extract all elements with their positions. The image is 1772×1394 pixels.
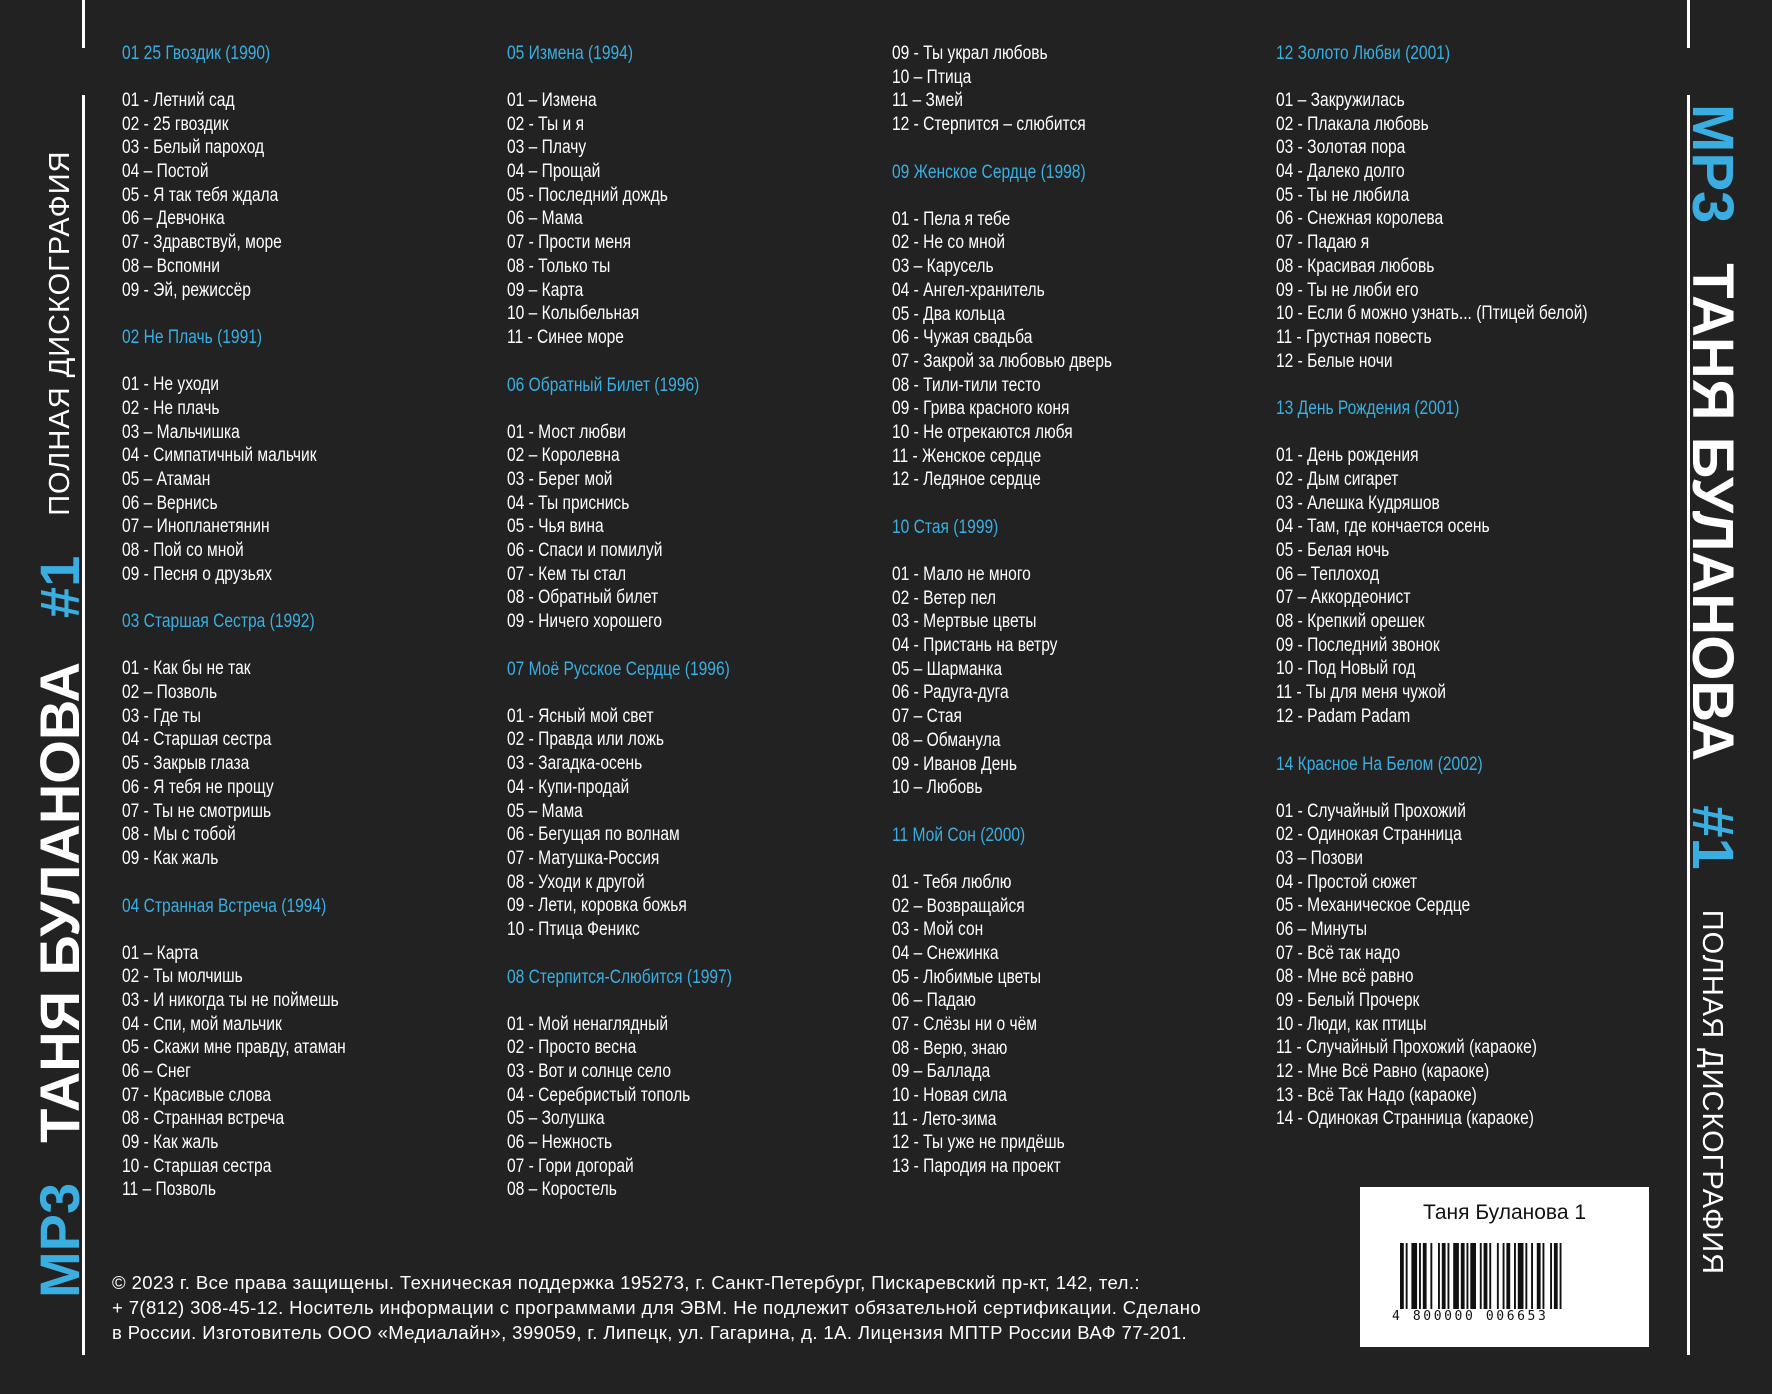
track-item: 09 - Иванов День <box>892 753 1017 775</box>
track-item: 04 - Старшая сестра <box>122 729 272 751</box>
track-item: 05 - Белая ночь <box>1276 540 1390 561</box>
album-title: 11 Мой Сон (2000) <box>892 824 1026 846</box>
track-item: 10 - Если б можно узнать... (Птицей белой) <box>1276 303 1588 325</box>
track-item: 02 - Одинокая Странница <box>1276 824 1462 846</box>
track-item: 07 - Здравствуй, море <box>122 232 282 254</box>
album-title: 07 Моё Русское Сердце (1996) <box>507 658 730 680</box>
track-item: 12 - Мне Всё Равно (караоке) <box>1276 1061 1490 1083</box>
track-item: 12 - Ледяное сердце <box>892 469 1041 491</box>
footer-line: © 2023 г. Все права защищены. Техническая поддержка 195273, г. Санкт-Петербург, Пискаревский пр-кт, 142, тел.: <box>112 1272 1140 1293</box>
album-block <box>892 42 1264 137</box>
track-item: 12 - Стерпится – слюбится <box>892 114 1086 136</box>
album-title: 09 Женское Сердце (1998) <box>892 161 1086 183</box>
track-item: 07 - Кем ты стал <box>507 563 627 585</box>
barcode-bars-icon <box>1400 1243 1608 1309</box>
track-item: 02 – Королевна <box>507 445 620 467</box>
spine-artist-name: ТАНЯ БУЛАНОВА <box>28 662 91 1143</box>
track-item: 03 - Мой сон <box>892 919 984 941</box>
track-item: 07 - Закрой за любовью дверь <box>892 350 1112 372</box>
track-item: 08 - Уходи к другой <box>507 871 645 893</box>
track-item: 09 - Песня о друзьях <box>122 563 273 585</box>
track-item: 06 - Чужая свадьба <box>892 327 1033 349</box>
spine-subtitle: ПОЛНАЯ ДИСКОГРАФИЯ <box>43 150 76 516</box>
track-item: 07 – Инопланетянин <box>122 516 270 538</box>
album-title: 06 Обратный Билет (1996) <box>507 374 700 396</box>
track-item: 05 - Скажи мне правду, атаман <box>122 1037 346 1059</box>
track-item: 02 - Ты молчишь <box>122 966 243 988</box>
track-item: 03 – Мальчишка <box>122 421 240 443</box>
tracklist-column-4 <box>1276 42 1648 1155</box>
track-item: 01 - Мост любви <box>507 421 626 443</box>
track-item: 07 - Всё так надо <box>1276 942 1401 964</box>
track-item: 03 - Белый пароход <box>122 137 265 159</box>
track-item: 14 - Одинокая Странница (караоке) <box>1276 1108 1535 1130</box>
spine-mp3-label: MP3 <box>28 1182 91 1298</box>
track-item: 03 - Золотая пора <box>1276 137 1406 159</box>
track-item: 07 – Аккордеонист <box>1276 587 1411 609</box>
track-item: 01 – Измена <box>507 90 597 111</box>
track-item: 08 - Тили-тили тесто <box>892 374 1041 396</box>
track-item: 02 – Возвращайся <box>892 895 1025 917</box>
track-item: 06 – Минуты <box>1276 918 1368 940</box>
track-item: 04 - Далеко долго <box>1276 161 1405 183</box>
track-item: 09 - Лети, коровка божья <box>507 895 687 917</box>
track-item: 09 - Как жаль <box>122 847 219 869</box>
album-title: 01 25 Гвоздик (1990) <box>122 43 271 64</box>
album-block <box>1276 397 1648 728</box>
album-title: 14 Красное На Белом (2002) <box>1276 753 1483 775</box>
track-item: 06 – Теплоход <box>1276 563 1380 585</box>
track-item: 02 - Просто весна <box>507 1037 637 1059</box>
album-title: 10 Стая (1999) <box>892 517 999 538</box>
track-item: 10 - Не отрекаются любя <box>892 421 1073 443</box>
album-block <box>507 966 879 1203</box>
album-block <box>892 161 1264 492</box>
track-item: 04 - Пристань на ветру <box>892 635 1058 657</box>
album-title: 03 Старшая Сестра (1992) <box>122 611 315 633</box>
track-item: 09 - Как жаль <box>122 1132 219 1154</box>
track-item: 04 - Ангел-хранитель <box>892 279 1045 301</box>
tracklist-column-2 <box>507 42 879 1226</box>
track-item: 07 - Матушка-Россия <box>507 847 660 869</box>
track-item: 05 - Ты не любила <box>1276 184 1410 206</box>
track-item: 09 - Белый Прочерк <box>1276 990 1420 1011</box>
track-item: 02 - Ты и я <box>507 113 585 135</box>
track-item: 05 - Закрыв глаза <box>122 753 250 775</box>
track-item: 10 – Птица <box>892 66 972 88</box>
track-item: 05 – Золушка <box>507 1108 605 1130</box>
track-item: 13 - Всё Так Надо (караоке) <box>1276 1084 1477 1106</box>
track-item: 03 - Где ты <box>122 705 201 727</box>
track-item: 07 - Падаю я <box>1276 232 1370 254</box>
track-item: 06 – Падаю <box>892 990 976 1012</box>
track-item: 12 - Padam Padam <box>1276 705 1411 727</box>
album-block <box>892 824 1264 1179</box>
album-block <box>1276 42 1648 373</box>
track-item: 01 - Мало не много <box>892 564 1031 585</box>
track-item: 08 – Обманула <box>892 729 1001 751</box>
track-item: 03 - И никогда ты не поймешь <box>122 989 339 1011</box>
album-title: 02 Не Плачь (1991) <box>122 327 263 349</box>
track-item: 02 - Не плачь <box>122 397 220 419</box>
barcode-digits: 4 800000 006653 <box>1392 1309 1549 1324</box>
album-title: 08 Стерпится-Слюбится (1997) <box>507 966 732 988</box>
track-item: 02 – Позволь <box>122 682 218 704</box>
track-item: 08 - Мы с тобой <box>122 824 236 846</box>
copyright-footer <box>112 1270 1332 1345</box>
album-title: 13 День Рождения (2001) <box>1276 398 1460 420</box>
track-item: 10 - Старшая сестра <box>122 1155 272 1177</box>
track-item: 11 - Случайный Прохожий (караоке) <box>1276 1037 1537 1059</box>
track-item: 04 – Постой <box>122 161 209 183</box>
album-block <box>507 42 879 350</box>
tracklist-column-1 <box>122 42 494 1226</box>
track-item: 11 – Позволь <box>122 1179 216 1201</box>
track-item: 06 – Мама <box>507 208 583 230</box>
track-item: 01 - Не уходи <box>122 374 219 396</box>
track-item: 09 - Ты украл любовь <box>892 43 1048 64</box>
track-item: 08 - Верю, знаю <box>892 1037 1008 1059</box>
spine-volume-number: #1 <box>28 555 91 619</box>
track-item: 04 - Серебристый тополь <box>507 1084 691 1106</box>
track-item: 05 - Последний дождь <box>507 184 668 206</box>
track-item: 02 - Правда или ложь <box>507 729 665 751</box>
track-item: 03 - Мертвые цветы <box>892 611 1037 633</box>
track-item: 10 - Птица Феникс <box>507 918 640 940</box>
track-item: 08 – Вспомни <box>122 255 220 277</box>
track-item: 04 - Симпатичный мальчик <box>122 445 317 467</box>
track-item: 06 – Нежность <box>507 1132 613 1154</box>
footer-line: + 7(812) 308-45-12. Носитель информации с программами для ЭВМ. Не подлежит обязательной сертификации. Сделано <box>112 1297 1202 1318</box>
track-item: 04 - Купи-продай <box>507 776 630 798</box>
track-item: 01 - Тебя люблю <box>892 871 1012 893</box>
track-item: 03 - Алешка Кудряшов <box>1276 492 1440 514</box>
album-block <box>122 42 494 302</box>
track-item: 11 - Синее море <box>507 326 624 348</box>
track-item: 04 - Там, где кончается осень <box>1276 516 1490 538</box>
album-block <box>122 326 494 586</box>
album-title: 04 Странная Встреча (1994) <box>122 895 327 917</box>
track-item: 01 - День рождения <box>1276 445 1419 467</box>
track-item: 05 - Механическое Сердце <box>1276 895 1471 917</box>
track-item: 02 - Ветер пел <box>892 587 997 609</box>
tracklist-column-3 <box>892 42 1264 1203</box>
track-item: 08 - Крепкий орешек <box>1276 611 1425 633</box>
album-title: 05 Измена (1994) <box>507 43 634 64</box>
barcode-title: Таня Буланова 1 <box>1422 1201 1587 1224</box>
track-item: 06 - Снежная королева <box>1276 208 1444 230</box>
track-item: 05 – Шарманка <box>892 658 1003 680</box>
left-spine <box>20 88 100 1298</box>
track-item: 05 – Атаман <box>122 468 211 490</box>
track-item: 10 – Любовь <box>892 777 983 799</box>
album-block <box>507 374 879 634</box>
track-item: 01 - Пела я тебе <box>892 208 1011 230</box>
track-item: 03 - Вот и солнце село <box>507 1061 671 1082</box>
spine-subtitle: ПОЛНАЯ ДИСКОГРАФИЯ <box>1696 909 1729 1275</box>
track-item: 06 - Спаси и помилуй <box>507 540 663 561</box>
track-item: 05 - Чья вина <box>507 516 604 538</box>
album-title: 12 Золото Любви (2001) <box>1276 43 1451 64</box>
track-item: 09 - Ты не люби его <box>1276 279 1419 301</box>
track-item: 09 – Карта <box>507 279 584 301</box>
track-item: 07 - Гори догорай <box>507 1155 634 1177</box>
album-block <box>1276 753 1648 1132</box>
track-item: 01 - Как бы не так <box>122 658 251 680</box>
track-item: 02 - Плакала любовь <box>1276 113 1429 135</box>
album-block <box>892 516 1264 800</box>
track-item: 08 – Коростель <box>507 1179 617 1201</box>
album-block <box>122 895 494 1203</box>
track-item: 11 - Ты для меня чужой <box>1276 682 1446 704</box>
track-item: 10 - Новая сила <box>892 1085 1007 1107</box>
track-item: 01 - Мой ненаглядный <box>507 1013 669 1035</box>
track-item: 06 - Я тебя не прощу <box>122 776 274 798</box>
track-item: 04 - Ты приснись <box>507 492 630 514</box>
track-item: 11 - Женское сердце <box>892 445 1042 467</box>
track-item: 08 - Странная встреча <box>122 1108 285 1130</box>
track-item: 03 – Позови <box>1276 847 1363 869</box>
track-item: 08 - Только ты <box>507 255 611 277</box>
track-item: 06 - Бегущая по волнам <box>507 824 680 846</box>
track-item: 09 - Ничего хорошего <box>507 611 663 633</box>
track-item: 01 - Летний сад <box>122 90 235 111</box>
track-item: 02 - 25 гвоздик <box>122 113 229 135</box>
track-item: 03 - Загадка-осень <box>507 753 643 775</box>
track-item: 07 - Слёзы ни о чём <box>892 1014 1037 1035</box>
track-item: 11 - Лето-зима <box>892 1108 997 1130</box>
track-item: 11 - Грустная повесть <box>1276 326 1432 348</box>
track-item: 01 – Закружилась <box>1276 90 1405 111</box>
barcode-sticker <box>1360 1187 1649 1347</box>
track-item: 01 - Ясный мой свет <box>507 705 654 727</box>
track-item: 06 – Девчонка <box>122 208 225 230</box>
track-item: 09 – Баллада <box>892 1061 991 1083</box>
left-spine-border <box>82 0 85 48</box>
track-item: 06 – Снег <box>122 1061 191 1082</box>
track-item: 11 – Змей <box>892 90 963 112</box>
spine-artist-name: ТАНЯ БУЛАНОВА <box>1680 263 1745 762</box>
track-item: 02 - Не со мной <box>892 232 1006 254</box>
album-block <box>122 610 494 870</box>
track-item: 04 – Прощай <box>507 161 601 183</box>
track-item: 08 - Обратный билет <box>507 587 659 609</box>
track-item: 07 - Красивые слова <box>122 1084 272 1106</box>
track-item: 07 - Ты не смотришь <box>122 800 272 822</box>
track-item: 06 – Вернись <box>122 492 218 514</box>
track-item: 05 - Я так тебя ждала <box>122 184 279 206</box>
track-item: 01 – Карта <box>122 942 199 964</box>
track-item: 09 - Последний звонок <box>1276 634 1440 656</box>
track-item: 04 – Снежинка <box>892 942 999 964</box>
track-item: 08 - Мне всё равно <box>1276 966 1414 988</box>
track-item: 03 – Плачу <box>507 137 587 159</box>
track-item: 04 - Спи, мой мальчик <box>122 1013 282 1035</box>
track-item: 10 - Люди, как птицы <box>1276 1013 1427 1035</box>
track-item: 08 - Красивая любовь <box>1276 255 1435 277</box>
track-item: 02 - Дым сигарет <box>1276 468 1399 490</box>
track-item: 09 - Грива красного коня <box>892 398 1070 420</box>
track-item: 09 - Эй, режиссёр <box>122 279 251 301</box>
track-item: 12 - Белые ночи <box>1276 350 1393 372</box>
track-item: 03 - Берег мой <box>507 468 613 490</box>
right-spine-border <box>1687 0 1690 48</box>
track-item: 12 - Ты уже не придёшь <box>892 1132 1065 1154</box>
track-item: 06 - Радуга-дуга <box>892 682 1009 704</box>
spine-volume-number: #1 <box>1680 805 1745 870</box>
track-item: 01 - Случайный Прохожий <box>1276 800 1466 822</box>
track-item: 10 - Под Новый год <box>1276 658 1416 680</box>
footer-line: в России. Изготовитель ООО «Медиалайн», 399059, г. Липецк, ул. Гагарина, д. 1А. Лицензия МПТР России ВАФ 77-201. <box>112 1322 1188 1343</box>
track-item: 07 – Стая <box>892 706 962 728</box>
track-item: 04 - Простой сюжет <box>1276 871 1418 893</box>
track-item: 10 – Колыбельная <box>507 303 640 325</box>
track-item: 05 - Любимые цветы <box>892 966 1042 988</box>
track-item: 08 - Пой со мной <box>122 540 244 561</box>
spine-mp3-label: MP3 <box>1680 104 1745 224</box>
track-item: 05 - Два кольца <box>892 303 1005 325</box>
track-item: 07 - Прости меня <box>507 232 632 254</box>
track-item: 13 - Пародия на проект <box>892 1156 1061 1178</box>
track-item: 03 – Карусель <box>892 256 994 278</box>
album-block <box>507 658 879 942</box>
track-item: 05 – Мама <box>507 800 583 822</box>
right-spine <box>1672 104 1752 1314</box>
